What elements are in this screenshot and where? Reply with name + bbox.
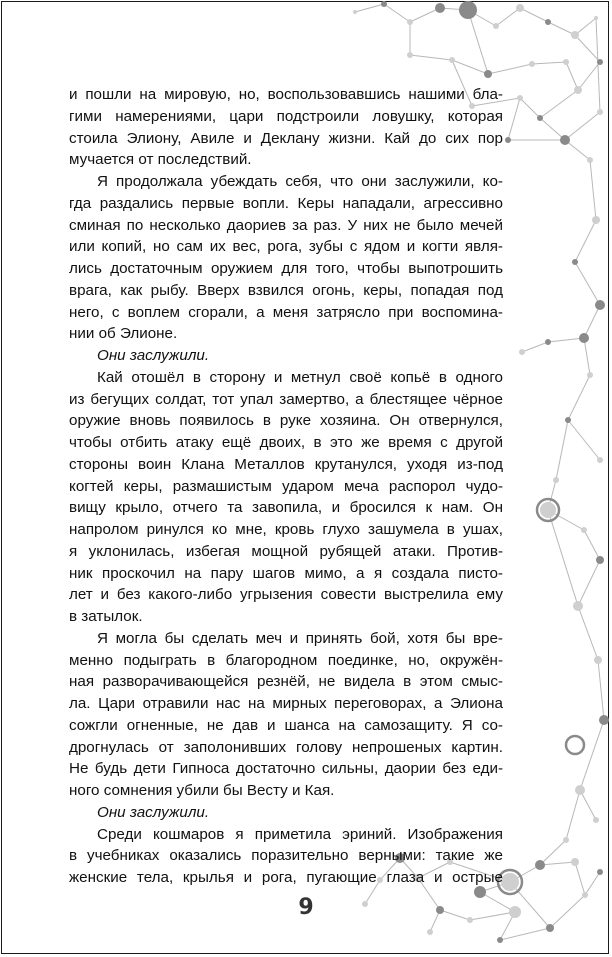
network-node <box>571 858 579 866</box>
network-edge <box>580 790 596 820</box>
text-line: из бегущих солдат, тот упал замертво, а блестящее чёрное <box>69 390 503 408</box>
network-edge <box>540 840 566 865</box>
network-edge <box>580 720 604 790</box>
text-line: сминая по несколько даориев за раз. У них не было мечей <box>69 216 503 234</box>
text-line: я уклонилась, избегая мощной рубящей атаки. Против- <box>69 542 503 560</box>
network-node <box>574 86 582 94</box>
text-line: оружие вновь появилось в руке хозяина. Он отвернулся, <box>69 412 503 430</box>
network-node <box>497 937 503 943</box>
network-edge <box>575 35 600 62</box>
text-line: Среди кошмаров я приметила эриний. Изображения <box>97 825 503 843</box>
text-line: ник проскочил на пару шагов мимо, а я создала писто- <box>69 564 503 582</box>
network-node <box>427 929 433 935</box>
network-edge <box>575 220 596 262</box>
network-node <box>597 109 603 115</box>
network-node <box>545 19 551 25</box>
body-text <box>69 84 503 889</box>
network-node <box>593 817 599 823</box>
network-edge <box>568 375 590 420</box>
italic-refrain: Они заслужили. <box>97 803 210 821</box>
network-node <box>545 339 551 345</box>
text-line: лись достаточным оружием для того, чтобы выпотрошить <box>69 260 503 277</box>
text-line: Кай отошёл в сторону и метнул своё копьё в одного <box>97 368 503 386</box>
network-edge <box>584 530 600 560</box>
network-node <box>572 259 578 265</box>
network-node <box>407 52 413 58</box>
network-node <box>535 860 545 870</box>
network-edge <box>508 98 520 140</box>
network-node <box>595 300 605 310</box>
network-node <box>597 59 603 65</box>
network-edge <box>578 62 600 90</box>
network-edge <box>578 606 598 660</box>
network-ring <box>566 736 584 754</box>
network-node <box>505 137 511 143</box>
network-node <box>575 785 585 795</box>
text-line: и пошли на мировую, но, воспользовавшись нашими бла- <box>69 86 503 103</box>
network-edge <box>532 62 566 64</box>
network-node <box>597 457 603 463</box>
network-edge <box>548 338 584 342</box>
network-edge <box>575 862 585 895</box>
network-node <box>353 10 357 14</box>
network-node <box>459 1 477 19</box>
text-line: менно подыграть в благородном поединке, но, окружён- <box>69 651 503 669</box>
text-line: Я могла бы сделать меч и принять бой, хотя бы вре- <box>97 629 503 647</box>
text-line: дрогнулась от заполонивших голову непрошеных картин. <box>69 738 503 756</box>
network-node <box>579 333 589 343</box>
network-node <box>537 115 543 121</box>
text-line: вищу крыло, отчего та завопила, и бросился к нам. Он <box>69 499 503 517</box>
network-edge <box>568 420 600 460</box>
network-edge <box>585 872 600 895</box>
text-line: гими намерениями, цари подстроили ловушку, которая <box>69 107 503 125</box>
network-node <box>519 349 525 355</box>
text-line: в затылок. <box>69 608 143 625</box>
text-line: чтобы отбить атаку ещё двоих, в это же время с другой <box>69 434 503 451</box>
network-node <box>596 556 604 564</box>
network-edge <box>575 18 596 35</box>
text-line: женские тела, крылья и рога, пугающие глаза и острые <box>69 869 503 886</box>
network-node <box>546 924 554 932</box>
network-node <box>435 3 445 13</box>
network-node <box>381 1 387 7</box>
network-node <box>501 873 519 891</box>
network-edge <box>540 90 578 118</box>
text-line: когтей керы, размашистым ударом меча распорол чудо- <box>69 477 503 495</box>
network-edge <box>496 8 520 26</box>
network-node <box>597 869 603 875</box>
text-line: нии об Элионе. <box>69 325 178 343</box>
network-edge <box>566 790 580 840</box>
network-edge <box>565 112 600 140</box>
network-node <box>594 16 598 20</box>
network-node <box>563 59 569 65</box>
text-line: Я продолжала убеждать себя, что они заслужили, ко- <box>97 173 503 190</box>
text-line: или копий, но сам их вес, рога, зубы с ядом и когти явля- <box>69 238 503 256</box>
network-edge <box>590 160 596 220</box>
network-edge <box>596 18 600 112</box>
network-node <box>599 715 609 725</box>
network-node <box>516 4 524 12</box>
network-edge <box>584 338 590 375</box>
text-line: ного сомнения убили бы Весту и Кая. <box>69 782 335 799</box>
text-line: врага, как рыбу. Вверх взвился огонь, керы, попадая под <box>69 281 503 299</box>
network-node <box>581 527 587 533</box>
text-line: лет и без какого-либо угрызения совести выстрелила ему <box>69 586 503 604</box>
network-edge <box>556 420 568 480</box>
text-line: Не будь дети Гипноса достаточно сильны, даории без еди- <box>69 760 503 778</box>
network-node <box>553 477 559 483</box>
network-edge <box>548 22 575 35</box>
network-edge <box>540 862 575 865</box>
network-edge <box>384 4 410 22</box>
text-line: него, с воплем сгорали, а меня затрясло при воспомина- <box>69 303 503 321</box>
network-node <box>573 601 583 611</box>
text-line: стороны воин Клана Металлов крутанулся, уходя из-под <box>69 455 503 473</box>
italic-refrain: Они заслужили. <box>97 347 210 364</box>
network-edge <box>488 64 532 74</box>
network-node <box>571 31 579 39</box>
text-line: напролом ринулся ко мне, кровь глухо зашумела в ушах, <box>69 521 503 538</box>
network-edge <box>566 62 578 90</box>
text-line: стоила Элиону, Авиле и Деклану жизни. Кай до сих пор <box>69 129 503 147</box>
network-node <box>563 837 569 843</box>
network-node <box>484 70 492 78</box>
network-node <box>540 502 556 518</box>
network-node <box>560 135 570 145</box>
network-node <box>587 157 593 163</box>
network-edge <box>522 342 548 352</box>
network-edge <box>410 55 452 60</box>
network-node <box>493 23 499 29</box>
network-edge <box>520 98 540 118</box>
text-line: сожгли огненные, не дав и шанса на самозащиту. Я со- <box>69 716 503 734</box>
page-number: 9 <box>298 895 314 920</box>
network-node <box>594 656 602 664</box>
text-line: ла. Цари отравили нас на мирных переговорах, а Элиона <box>69 695 503 712</box>
text-line: мучается от последствий. <box>69 151 252 169</box>
network-node <box>449 57 455 63</box>
network-edge <box>500 928 550 940</box>
network-edge <box>520 8 548 22</box>
network-node <box>587 372 593 378</box>
network-node <box>529 61 535 67</box>
text-line: гда раздались первые вопли. Керы нападали, агрессивно <box>69 194 503 212</box>
text-line: в учебниках оказались поразительно верными: такие же <box>69 847 503 865</box>
network-edge <box>584 305 600 338</box>
network-node <box>592 216 600 224</box>
network-edge <box>598 660 604 720</box>
network-node <box>565 417 571 423</box>
network-edge <box>355 4 384 12</box>
text-line: ная разворачивающейся резнёй, не видела в этом смыс- <box>69 673 503 691</box>
network-edge <box>578 560 600 606</box>
network-edge <box>575 262 600 305</box>
network-node <box>407 19 413 25</box>
network-node <box>517 95 523 101</box>
